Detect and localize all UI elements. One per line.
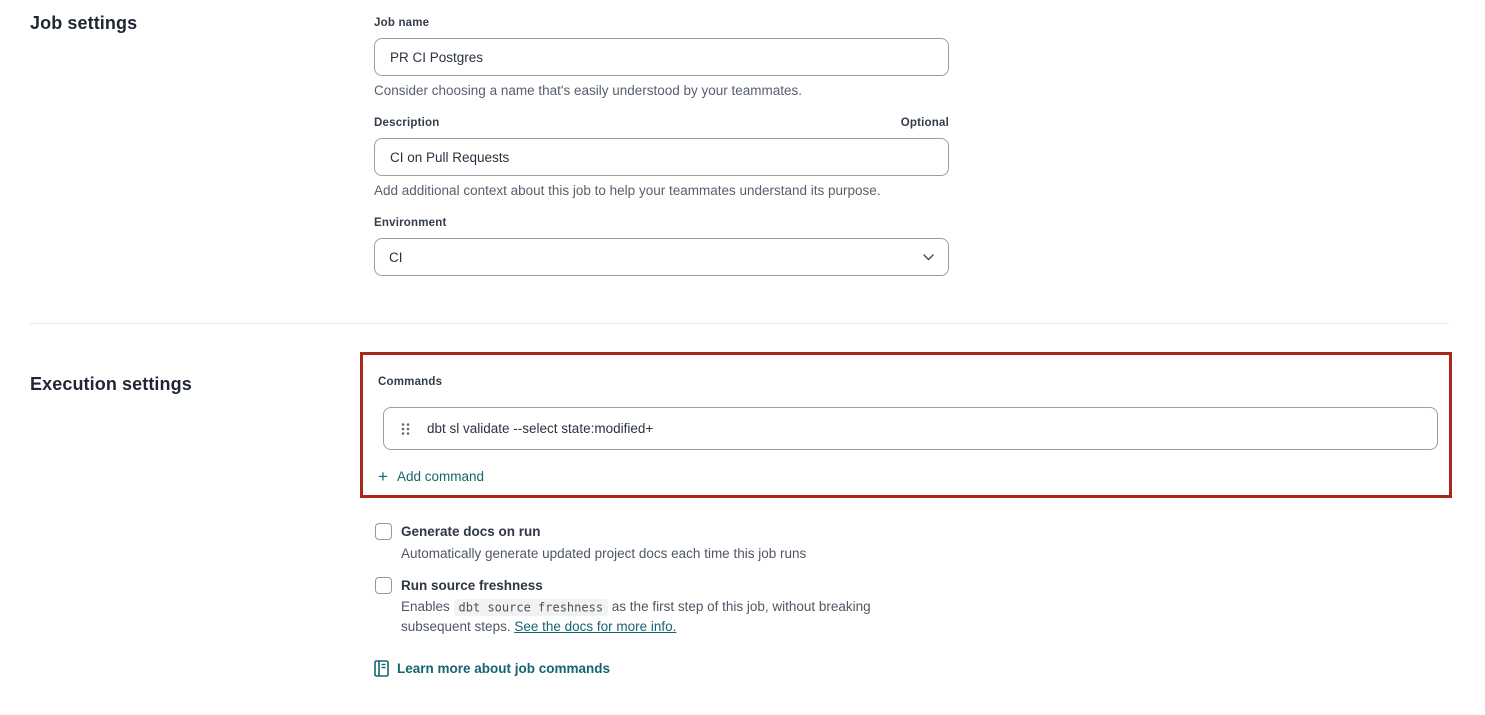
- generate-docs-label[interactable]: Generate docs on run: [401, 524, 541, 539]
- command-input[interactable]: dbt sl validate --select state:modified+: [427, 421, 654, 436]
- environment-label: Environment: [374, 217, 447, 229]
- job-name-label: Job name: [374, 17, 430, 29]
- see-docs-link[interactable]: See the docs for more info.: [514, 619, 677, 634]
- chevron-down-icon: [923, 254, 934, 261]
- description-helper: Add additional context about this job to help your teammates understand its purpose.: [374, 183, 881, 198]
- add-command-label: Add command: [396, 469, 484, 484]
- environment-select[interactable]: [374, 238, 949, 276]
- learn-more-link[interactable]: [374, 660, 610, 677]
- execution-settings-heading: Execution settings: [30, 374, 192, 394]
- freshness-desc-prefix: Enables: [401, 599, 454, 614]
- run-source-freshness-description: [401, 597, 941, 637]
- book-icon: [374, 660, 389, 677]
- freshness-code-chip: dbt source freshness: [454, 599, 609, 616]
- job-settings-heading: Job settings: [30, 13, 138, 33]
- run-source-freshness-label[interactable]: Run source freshness: [401, 578, 543, 593]
- job-name-helper: Consider choosing a name that's easily understood by your teammates.: [374, 83, 803, 98]
- section-divider: [30, 323, 1449, 324]
- job-name-input[interactable]: [374, 38, 949, 76]
- drag-handle-icon[interactable]: [401, 422, 410, 436]
- generate-docs-checkbox[interactable]: [375, 523, 392, 540]
- learn-more-label: Learn more about job commands: [397, 661, 611, 676]
- description-optional-badge: Optional: [900, 117, 949, 129]
- generate-docs-description: Automatically generate updated project docs each time this job runs: [401, 546, 807, 561]
- description-input[interactable]: [374, 138, 949, 176]
- command-row[interactable]: [383, 407, 1438, 450]
- environment-select-value: CI: [389, 249, 403, 265]
- commands-label: Commands: [378, 376, 443, 388]
- add-command-button[interactable]: [378, 468, 484, 485]
- plus-icon: +: [378, 467, 388, 486]
- description-label: Description: [374, 117, 440, 129]
- freshness-desc-suffix: as the first step of this job, without breaking subsequent steps.: [401, 599, 871, 634]
- run-source-freshness-checkbox[interactable]: [375, 577, 392, 594]
- commands-highlight-box: [360, 352, 1452, 498]
